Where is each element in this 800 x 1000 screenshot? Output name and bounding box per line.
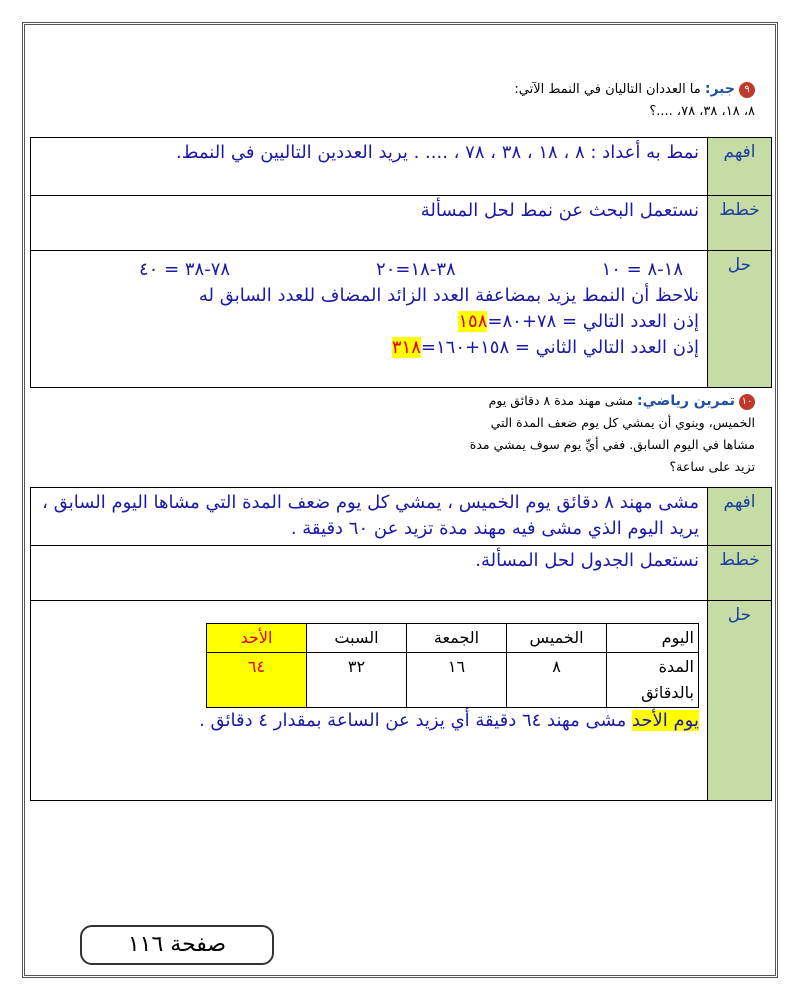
question-lead: تمرين رياضي: — [637, 393, 735, 409]
solve-body — [31, 251, 708, 388]
solution-table-10 — [30, 487, 772, 801]
question-text: ما العددان التاليان في النمط الآتي: — [514, 82, 701, 97]
page-number: صفحة ١١٦ — [80, 925, 274, 965]
plan-text: نستعمل الجدول لحل المسألة. — [31, 546, 708, 601]
plan-label: خطط — [708, 196, 772, 251]
second-next-number-line: إذن العدد التالي الثاني = ١٥٨+١٦٠=٣١٨ — [391, 337, 699, 358]
days-table — [206, 623, 699, 708]
question-line: مشاها في اليوم السابق. ففي أيِّ يوم سوف يمشي مدة — [469, 437, 755, 452]
next-number-line: إذن العدد التالي = ٧٨+٨٠=١٥٨ — [458, 311, 699, 332]
answer-highlight: يوم الأحد — [631, 710, 699, 731]
question-number-badge: ١٠ — [739, 394, 755, 410]
question-lead: جبر: — [704, 81, 735, 97]
day-cell: الخميس — [507, 624, 607, 653]
duration-cell: ٨ — [507, 653, 607, 708]
equation-3: ٧٨-٣٨ = ٤٠ — [139, 259, 231, 280]
solve-body — [31, 601, 708, 801]
plan-text: نستعمل البحث عن نمط لحل المسألة — [31, 196, 708, 251]
day-cell: الجمعة — [407, 624, 507, 653]
question-sequence: ٨، ١٨، ٣٨، ٧٨، ....؟ — [649, 104, 755, 119]
duration-header: المدة بالدقائق — [607, 653, 699, 708]
question-10: ١٠تمرين رياضي: مشى مهند مدة ٨ دقائق يوم الخميس، وينوي أن يمشي كل يوم ضعف المدة التي مشاها في اليوم السابق. ففي أيِّ يوم سوف يمشي مدة تزيد على ساعة؟ — [470, 390, 755, 478]
understand-text: مشى مهند ٨ دقائق يوم الخميس ، يمشي كل يوم ضعف المدة التي مشاها اليوم السابق ، يريد اليوم الذي مشى فيه مهند مدة تزيد عن ٦٠ دقيقة . — [31, 488, 708, 546]
pattern-note: نلاحظ أن النمط يزيد بمضاعفة العدد الزائد المضاف للعدد السابق له — [198, 285, 699, 306]
understand-text: نمط به أعداد : ٨ ، ١٨ ، ٣٨ ، ٧٨ ، .... . يريد العددين التاليين في النمط. — [31, 138, 708, 196]
duration-cell-highlight: ٦٤ — [207, 653, 307, 708]
day-cell: السبت — [307, 624, 407, 653]
duration-cell: ١٦ — [407, 653, 507, 708]
solution-table-9 — [30, 137, 772, 388]
answer-highlight: ٣١٨ — [391, 337, 421, 358]
duration-cell: ٣٢ — [307, 653, 407, 708]
question-line: الخميس، وينوي أن يمشي كل يوم ضعف المدة التي — [490, 415, 755, 430]
question-number-badge: ٩ — [739, 82, 755, 98]
plan-label: خطط — [708, 546, 772, 601]
answer-highlight: ١٥٨ — [458, 311, 488, 332]
day-header: اليوم — [607, 624, 699, 653]
equation-1: ١٨-٨ = ١٠ — [601, 259, 683, 280]
day-cell-highlight: الأحد — [207, 624, 307, 653]
understand-label: افهم — [708, 138, 772, 196]
solve-label: حل — [708, 601, 772, 801]
understand-label: افهم — [708, 488, 772, 546]
equation-2: ٣٨-١٨=٢٠ — [376, 259, 456, 280]
solve-label: حل — [708, 251, 772, 388]
question-line: تزيد على ساعة؟ — [669, 459, 755, 474]
question-9 — [514, 78, 755, 123]
final-answer: يوم الأحد مشى مهند ٦٤ دقيقة أي يزيد عن الساعة بمقدار ٤ دقائق . — [199, 710, 699, 731]
